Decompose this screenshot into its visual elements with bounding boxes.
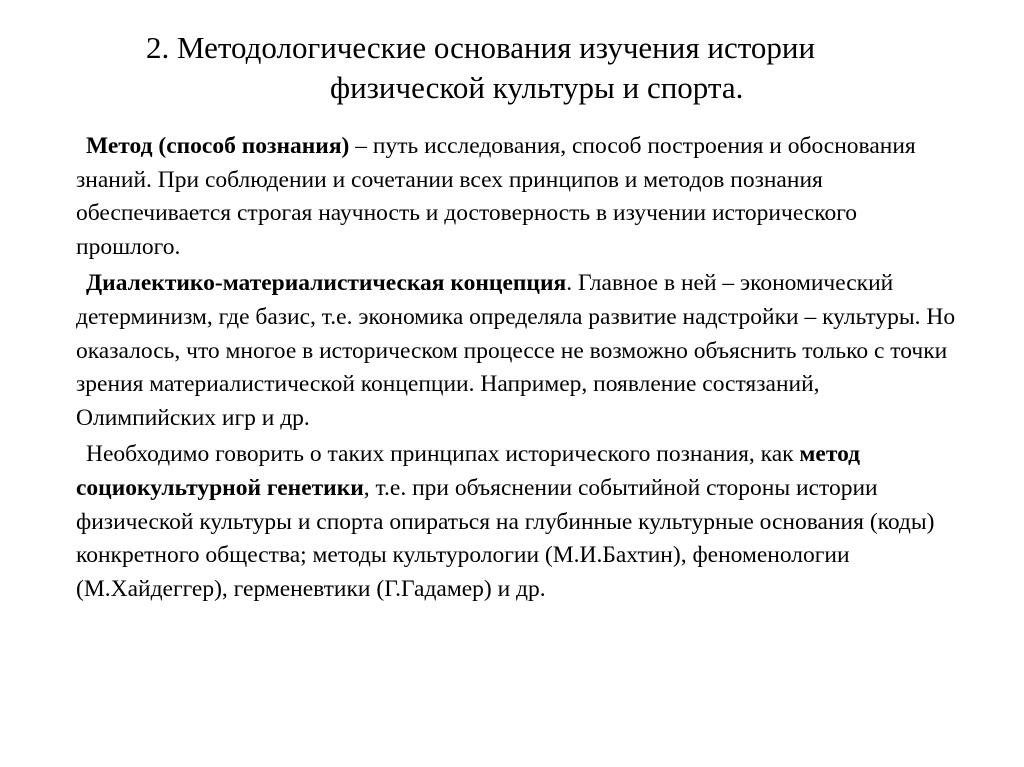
paragraph-genetics: [76, 438, 956, 606]
term-sociocultural-genetics: метод социокультурной генетики: [76, 441, 861, 501]
paragraph-genetics-text-after: , т.е. при объяснении событийной стороны истории физической культуры и спорта опираться на глубинные культурные основания (коды) конкретного общества; методы культурологии (М.И.Бахтин), феноменологии (М.Хайдеггер), герменевтики (Г.Гадамер) и др.: [76, 474, 935, 602]
paragraph-dialectic-text: . Главное в ней – экономический детерминизм, где базис, т.е. экономика определяла развитие надстройки – культуры. Но оказалось, что многое в историческом процессе не возможно объяснить только с точки зрения материалистической концепции. Например, появление состязаний, Олимпийских игр и др.: [76, 270, 956, 431]
slide-body: [76, 130, 956, 609]
term-method: Метод (способ познания): [86, 133, 350, 159]
title-line-1: 2. Методологические основания изучения истории: [146, 30, 816, 65]
paragraph-method: [76, 130, 956, 264]
title-line-2: физической культуры и спорта.: [330, 70, 744, 105]
paragraph-genetics-text-before: Необходимо говорить о таких принципах исторического познания, как: [86, 441, 800, 468]
paragraph-dialectic: [76, 267, 956, 435]
term-dialectic-concept: Диалектико-материалистическая концепция: [86, 270, 567, 297]
slide-title: [0, 28, 1024, 108]
paragraph-method-text: – путь исследования, способ построения и обоснования знаний. При соблюдении и сочетании всех принципов и методов познания обеспечивается строгая научность и достоверность в изучении исторического прошлого.: [76, 133, 916, 260]
